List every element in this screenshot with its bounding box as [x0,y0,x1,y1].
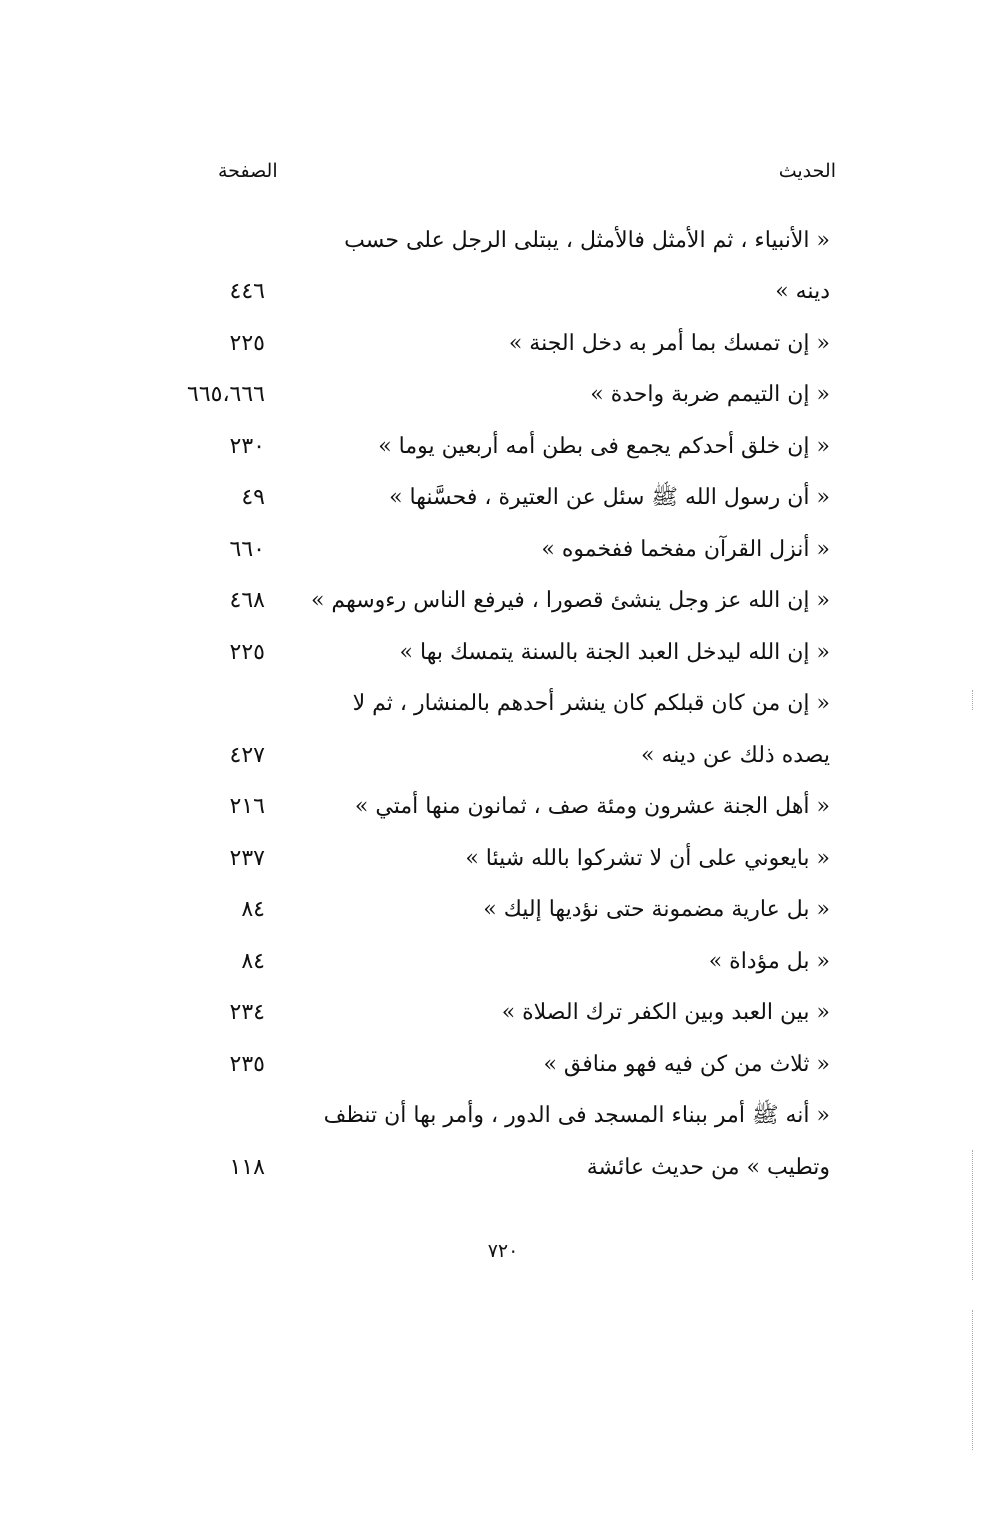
hadith-text: « إن الله ليدخل العبد الجنة بالسنة يتمسك بها » [399,639,830,665]
index-row [0,936,1006,988]
page-number: ٧٢٠ [487,1240,519,1262]
index-row [0,988,1006,1040]
index-row [0,524,1006,576]
index-row [0,318,1006,370]
index-row [0,215,1006,267]
index-row [0,679,1006,731]
page-reference: ٢٣٥ [229,1051,265,1077]
page-reference: ٤٦٨ [229,588,265,614]
hadith-text: « أهل الجنة عشرون ومئة صف ، ثمانون منها أمتي » [354,794,830,820]
hadith-text: « بل عارية مضمونة حتى نؤديها إليك » [483,897,830,923]
hadith-text: « إن التيمم ضربة واحدة » [590,382,830,408]
hadith-text: « الأنبياء ، ثم الأمثل فالأمثل ، يبتلى الرجل على حسب [344,227,830,253]
index-row [0,421,1006,473]
index-row [0,1039,1006,1091]
page-reference: ٤٢٧ [229,742,265,768]
column-header-page: الصفحة [218,160,278,182]
index-row [0,627,1006,679]
hadith-text: دينه » [775,279,830,305]
page-reference: ٢٢٥ [229,330,265,356]
page-reference: ٢٢٥ [229,639,265,665]
index-row [0,267,1006,319]
index-row [0,1091,1006,1143]
index-row [0,730,1006,782]
index-row [0,473,1006,525]
hadith-text: وتطيب » من حديث عائشة [586,1154,830,1180]
hadith-text: « بايعوني على أن لا تشركوا بالله شيئا » [465,845,830,871]
margin-mark [972,1310,973,1450]
hadith-text: « أن رسول الله ﷺ سئل عن العتيرة ، فحسَّنها » [389,485,830,511]
hadith-text: « أنه ﷺ أمر ببناء المسجد فى الدور ، وأمر بها أن تنظف [323,1103,830,1129]
hadith-text: « ثلاث من كن فيه فهو منافق » [543,1051,830,1077]
page-reference: ٦٦٥،٦٦٦ [187,382,265,408]
index-row [0,833,1006,885]
index-row [0,1142,1006,1194]
index-row [0,576,1006,628]
page-reference: ٦٦٠ [229,536,265,562]
page-reference: ٨٤ [241,948,265,974]
column-header-hadith: الحديث [778,160,836,182]
hadith-text: « إن الله عز وجل ينشئ قصورا ، فيرفع الناس رءوسهم » [310,588,830,614]
margin-mark [972,690,973,710]
hadith-text: « أنزل القرآن مفخما ففخموه » [541,536,830,562]
hadith-text: « إن تمسك بما أمر به دخل الجنة » [508,330,830,356]
page-reference: ٢٣٤ [229,1000,265,1026]
page-reference: ٢١٦ [229,794,265,820]
page-reference: ٤٩ [241,485,265,511]
page-reference: ٨٤ [241,897,265,923]
index-row [0,370,1006,422]
hadith-text: « بين العبد وبين الكفر ترك الصلاة » [501,1000,830,1026]
hadith-text: « بل مؤداة » [708,948,830,974]
hadith-text: « إن خلق أحدكم يجمع فى بطن أمه أربعين يوما » [378,433,830,459]
index-row [0,885,1006,937]
hadith-text: يصده ذلك عن دينه » [641,742,830,768]
page-reference: ١١٨ [229,1154,265,1180]
page-reference: ٤٤٦ [229,279,265,305]
page-reference: ٢٣٠ [229,433,265,459]
hadith-text: « إن من كان قبلكم كان ينشر أحدهم بالمنشار ، ثم لا [352,691,830,717]
index-row [0,782,1006,834]
page-reference: ٢٣٧ [229,845,265,871]
margin-mark [972,1150,973,1280]
